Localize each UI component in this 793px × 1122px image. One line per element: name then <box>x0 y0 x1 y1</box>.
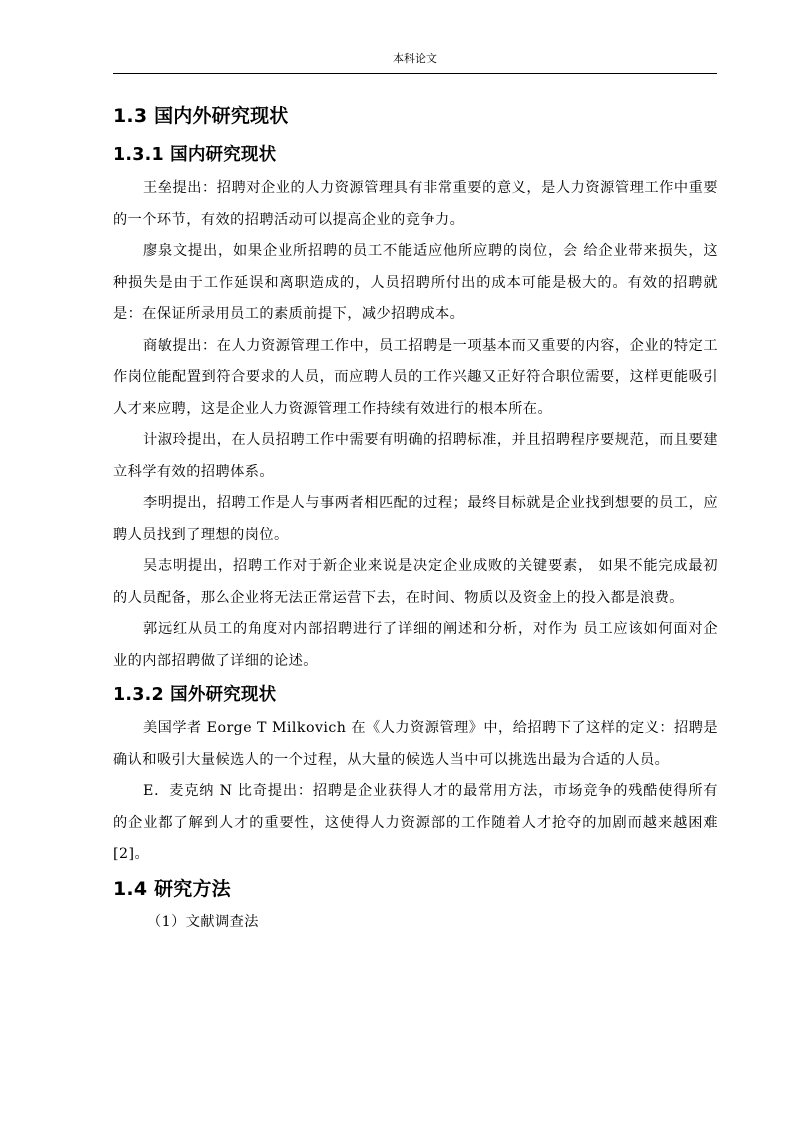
paragraph: 吴志明提出，招聘工作对于新企业来说是决定企业成败的关键要素， 如果不能完成最初的人员配备，那么企业将无法正常运营下去，在时间、物质以及资金上的投入都是浪费。 <box>113 558 718 606</box>
section-heading-1-3: 1.3 国内外研究现状 <box>113 105 289 127</box>
section-heading-1-4: 1.4 研究方法 <box>113 877 231 900</box>
paragraph: 美国学者 Eorge T Milkovich 在《人力资源管理》中，给招聘下了这样的定义：招聘是确认和吸引大量候选人的一个过程，从大量的候选人当中可以挑选出最为合适的人员。 <box>113 720 718 768</box>
paragraph: 王垒提出：招聘对企业的人力资源管理具有非常重要的意义，是人力资源管理工作中重要的一个环节，有效的招聘活动可以提高企业的竞争力。 <box>113 180 718 228</box>
paragraph: 廖泉文提出，如果企业所招聘的员工不能适应他所应聘的岗位，会 给企业带来损失，这种损失是由于工作延误和离职造成的，人员招聘所付出的成本可能是极大的。有效的招聘就是：在保证所录用员工的素质前提下，减少招聘成本。 <box>113 243 718 322</box>
paragraph: E．麦克纳 N 比奇提出：招聘是企业获得人才的最常用方法，市场竞争的残酷使得所有的企业都了解到人才的重要性，这使得人力资源部的工作随着人才抢夺的加剧而越来越困难[2]。 <box>113 783 718 862</box>
page-header-title: 本科论文 <box>393 52 437 65</box>
paragraph: 李明提出，招聘工作是人与事两者相匹配的过程；最终目标就是企业找到想要的员工，应聘人员找到了理想的岗位。 <box>113 495 718 543</box>
paragraph: 郭远红从员工的角度对内部招聘进行了详细的阐述和分析，对作为 员工应该如何面对企业的内部招聘做了详细的论述。 <box>113 621 718 669</box>
paragraph: 计淑玲提出，在人员招聘工作中需要有明确的招聘标准，并且招聘程序要规范，而且要建立科学有效的招聘体系。 <box>113 432 718 480</box>
document-body <box>113 98 718 938</box>
header-divider <box>113 73 717 74</box>
section-heading-1-3-1: 1.3.1 国内研究现状 <box>113 145 277 165</box>
section-heading-1-3-2: 1.3.2 国外研究现状 <box>113 685 277 705</box>
list-item: （1）文献调查法 <box>147 913 259 930</box>
paragraph: 商敏提出：在人力资源管理工作中，员工招聘是一项基本而又重要的内容，企业的特定工作岗位能配置到符合要求的人员，而应聘人员的工作兴趣又正好符合职位需要，这样更能吸引人才来应聘，这是企业人力资源管理工作持续有效进行的根本所在。 <box>113 337 718 417</box>
